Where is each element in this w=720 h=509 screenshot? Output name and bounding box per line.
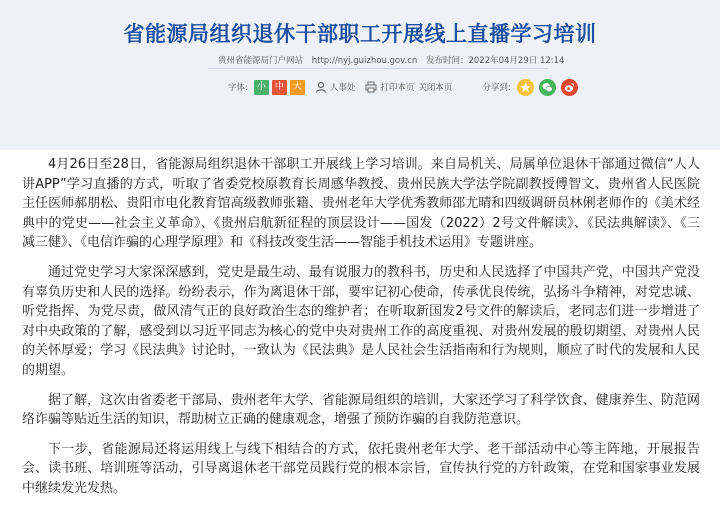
divider (208, 68, 548, 69)
paragraph: 据了解，这次由省委老干部局、贵州老年大学、省能源局组织的培训，大家还学习了科学饮食、健康养生、防范网络诈骗等贴近生活的知识，帮助树立正确的健康观念，增强了预防诈骗的自我防范意识。 (22, 392, 700, 428)
article-url[interactable]: http://nyj.guizhou.gov.cn (311, 56, 418, 66)
font-size-label: 字体: (228, 83, 248, 93)
wechat-share-icon[interactable] (539, 79, 556, 96)
article-body (22, 155, 700, 509)
paragraph: 下一步，省能源局还将运用线上与线下相结合的方式，依托贵州老年大学、老干部活动中心等主阵地，开展报告会、读书班、培训班等活动，引导离退休老干部党员践行党的根本宗旨，宣传执行党的方针政策，在党和国家事业发展中继续发光发热。 (22, 441, 700, 496)
font-large-button[interactable]: 大 (290, 80, 305, 95)
share-label: 分享到: (482, 83, 511, 93)
close-page-link[interactable]: 关闭本页 (418, 83, 453, 93)
weibo-share-icon[interactable] (561, 79, 578, 96)
person-icon (315, 81, 327, 93)
qzone-share-icon[interactable] (517, 79, 534, 96)
font-medium-button[interactable]: 中 (272, 80, 287, 95)
article-toolbar (228, 78, 583, 96)
article-title: 省能源局组织退休干部职工开展线上直播学习培训 (123, 22, 597, 46)
font-small-button[interactable]: 小 (254, 80, 269, 95)
article-header (0, 0, 720, 150)
printer-icon (365, 81, 377, 93)
paragraph: 4月26日至28日，省能源局组织退休干部职工开展线上学习培训。来自局机关、局属单位退休干部通过微信“人人讲APP”学习直播的方式，听取了省委党校原教育长周感华教授、贵州民族大学法学院副教授傅智文、贵州省人民医院主任医师郝朋松、贵阳市电化教育馆高级教师张籍、贵州老年大学优秀教师邵尤晴和四级调研员林俐老师作的《美术经典中的党史——社会主义革命》、《贵州启航新征程的顶层设计——国发（2022）2号文件解读》、《民法典解读》、《三减三健》、《电信诈骗的心理学原理》和《科技改变生活——智能手机技术运用》专题讲座。 (22, 157, 700, 251)
print-page-link[interactable]: 打印本页 (380, 83, 415, 93)
share-bar (482, 79, 582, 96)
article-meta (218, 54, 570, 66)
publish-label: 发布时间： (425, 56, 469, 66)
paragraph: 通过党史学习大家深深感到，党史是最生动、最有说服力的教科书，历史和人民选择了中国共产党，中国共产党没有辜负历史和人民的选择。纷纷表示，作为离退休干部，要牢记初心使命，传承优良传统，弘扬斗争精神，对党忠诚、听党指挥、为党尽责，做风清气正的良好政治生态的维护者；在听取新国发2号文件的解读后，老同志们进一步增进了对中央政策的了解，感受到以习近平同志为核心的党中央对贵州工作的高度重视、对贵州发展的殷切期望、对贵州人民的关怀厚爱；学习《民法典》讨论时，一致认为《民法典》是人民社会生活指南和行为规则，顺应了时代的发展和人民的期望。 (22, 264, 700, 378)
department-link[interactable]: 人事处 (329, 83, 356, 93)
article-source: 贵州省能源局门户网站 (218, 56, 304, 66)
publish-time: 2022年04月29日 12:14 (468, 56, 565, 66)
